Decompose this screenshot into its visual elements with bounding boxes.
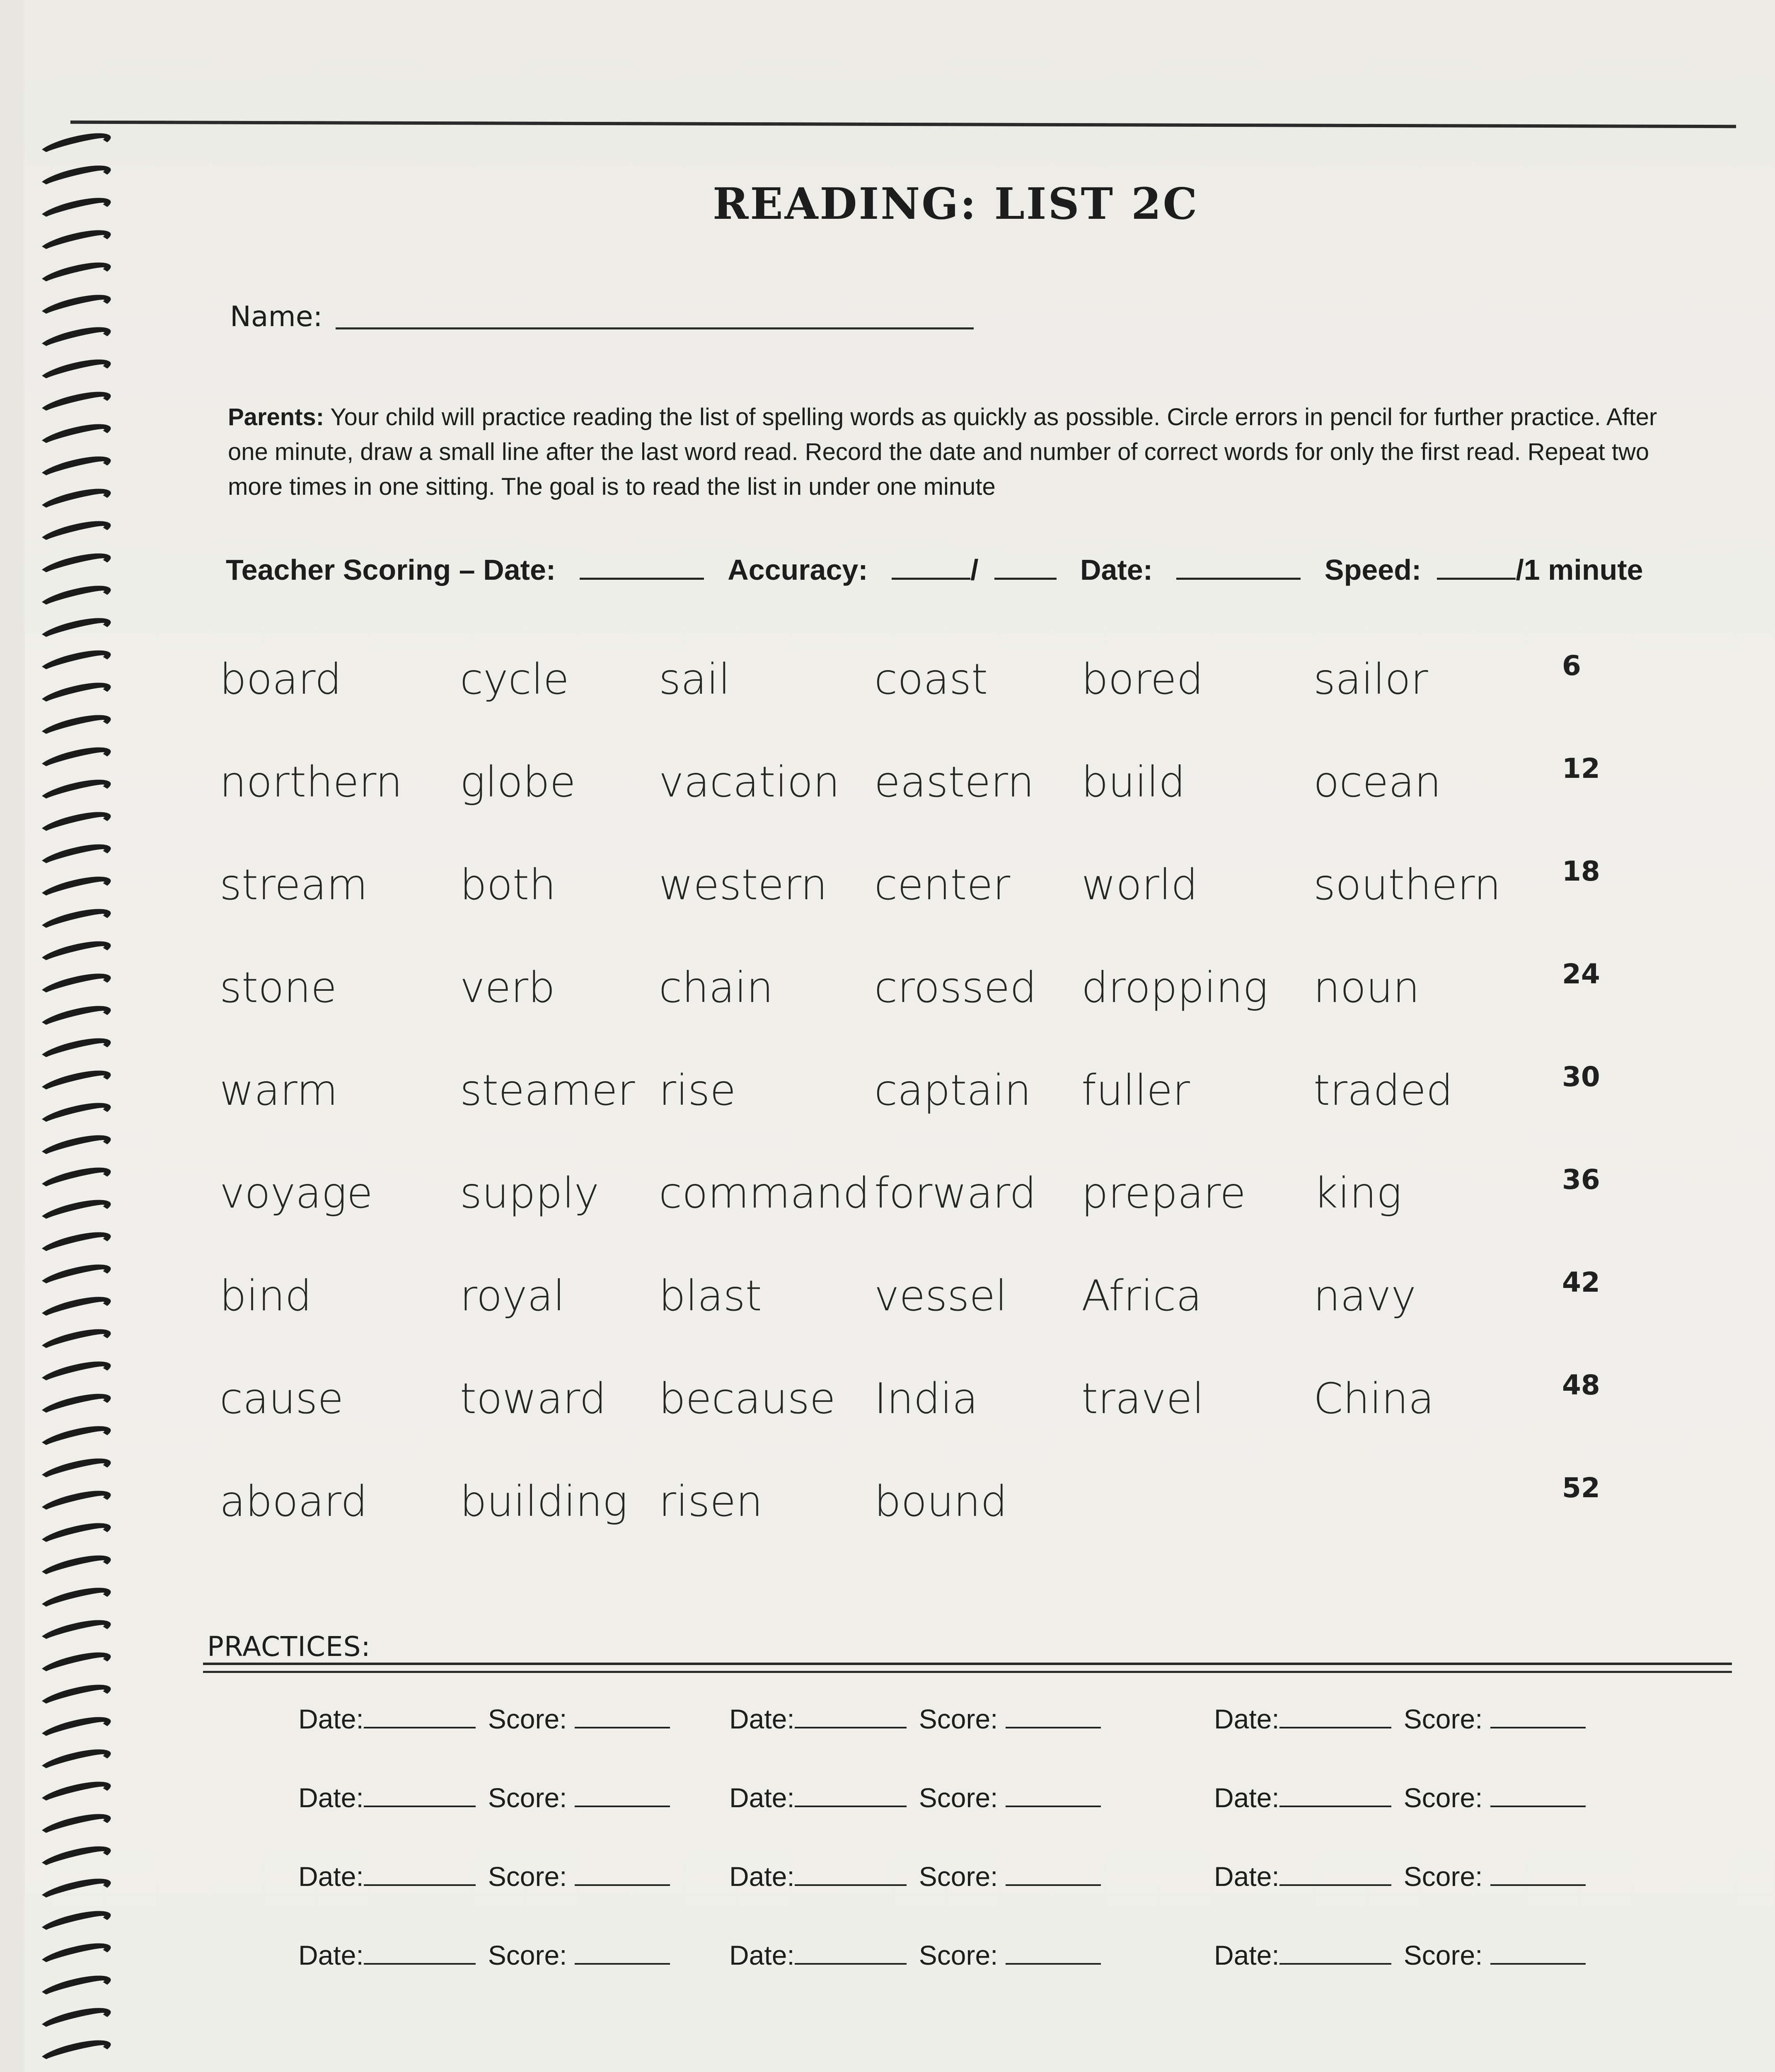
word-row (220, 650, 1645, 758)
spelling-word: coast (874, 655, 988, 704)
spelling-word: build (1081, 758, 1185, 807)
practice-date-blank (795, 1802, 907, 1807)
spiral-coil (36, 1615, 113, 1651)
spiral-coil (36, 742, 113, 778)
spiral-coil (36, 516, 113, 552)
speed-date-blank (1176, 574, 1301, 580)
practice-date-label: Date: (298, 1940, 364, 1970)
practice-date-label: Date: (1214, 1782, 1279, 1813)
spelling-word: vessel (874, 1271, 1007, 1321)
name-field-line (336, 327, 974, 329)
practice-score-blank (1490, 1802, 1586, 1807)
spelling-word: northern (220, 758, 403, 807)
practice-entry (729, 1703, 1101, 1735)
practice-entry (1214, 1703, 1586, 1735)
spiral-binding (25, 137, 120, 2072)
spiral-coil (36, 1647, 113, 1683)
spiral-coil (36, 1227, 113, 1263)
spiral-coil (36, 1841, 113, 1877)
practice-date-label: Date: (729, 1704, 795, 1734)
spelling-word: chain (659, 963, 774, 1012)
practice-score-blank (1490, 1960, 1586, 1965)
spiral-coil (36, 419, 113, 455)
practice-date-label: Date: (729, 1782, 795, 1813)
word-row (220, 1061, 1645, 1169)
practice-date-blank (364, 1881, 476, 1886)
practice-score-blank (575, 1723, 670, 1728)
accuracy-label: Accuracy: (728, 554, 868, 586)
spelling-word: China (1313, 1374, 1434, 1423)
spelling-word: captain (874, 1066, 1031, 1115)
spiral-coil (36, 1874, 113, 1909)
practice-score-blank (1006, 1802, 1101, 1807)
running-word-count: 36 (1562, 1164, 1600, 1196)
spiral-coil (36, 936, 113, 972)
spelling-word: vacation (659, 758, 840, 807)
spiral-coil (36, 1098, 113, 1133)
practice-score-label: Score: (919, 1704, 998, 1734)
spiral-coil (36, 451, 113, 487)
spelling-word: ocean (1313, 758, 1441, 807)
spiral-coil (36, 1001, 113, 1036)
practice-score-blank (1006, 1960, 1101, 1965)
practice-date-blank (795, 1881, 907, 1886)
practice-entry (729, 1782, 1101, 1813)
practice-score-blank (1006, 1723, 1101, 1728)
spiral-coil (36, 968, 113, 1004)
practice-date-blank (1279, 1802, 1391, 1807)
spelling-word: blast (659, 1271, 762, 1321)
spiral-coil (36, 1712, 113, 1748)
spelling-word: travel (1081, 1374, 1204, 1423)
speed (1325, 553, 1659, 586)
spiral-coil (36, 1324, 113, 1360)
practice-date-label: Date: (729, 1861, 795, 1892)
practice-score-label: Score: (488, 1861, 567, 1892)
practice-log (298, 1703, 1666, 2018)
practice-score-blank (575, 1960, 670, 1965)
practice-date-label: Date: (298, 1704, 364, 1734)
practice-entry (298, 1861, 670, 1892)
practice-row (298, 1939, 1666, 2018)
practice-score-blank (575, 1802, 670, 1807)
spiral-coil (36, 839, 113, 875)
spiral-coil (36, 1162, 113, 1198)
speed-blank (1437, 574, 1516, 580)
practice-score-label: Score: (1403, 1704, 1483, 1734)
practice-score-label: Score: (919, 1940, 998, 1970)
practice-entry (729, 1861, 1101, 1892)
spiral-coil (36, 1292, 113, 1327)
name-field-label: Name: (230, 300, 323, 333)
spiral-coil (36, 871, 113, 907)
spiral-coil (36, 775, 113, 810)
practice-date-label: Date: (1214, 1861, 1279, 1892)
spelling-word: cycle (460, 655, 569, 704)
spiral-coil (36, 904, 113, 939)
spelling-word: stone (220, 963, 337, 1012)
practice-score-blank (1490, 1723, 1586, 1728)
spelling-word: command (659, 1169, 870, 1218)
accuracy-correct-blank (892, 574, 970, 580)
speed-label: Speed: (1324, 554, 1422, 586)
spiral-coil (36, 1486, 113, 1521)
word-row (220, 753, 1645, 860)
speed-date (1080, 553, 1301, 586)
spelling-word: southern (1313, 860, 1501, 910)
spiral-coil (36, 128, 113, 164)
spiral-coil (36, 1453, 113, 1489)
word-row (220, 1472, 1645, 1580)
practice-score-label: Score: (488, 1782, 567, 1813)
practice-score-label: Score: (1403, 1782, 1483, 1813)
speed-date-label: Date: (1080, 554, 1153, 586)
practice-score-label: Score: (1403, 1861, 1483, 1892)
spiral-coil (36, 1259, 113, 1295)
spiral-coil (36, 1680, 113, 1715)
spelling-word: building (460, 1477, 628, 1526)
spelling-word: center (874, 860, 1011, 910)
speed-suffix: /1 minute (1516, 554, 1643, 586)
spelling-word: bored (1081, 655, 1204, 704)
practice-score-blank (575, 1881, 670, 1886)
spelling-word: bind (220, 1271, 312, 1321)
practice-entry (298, 1703, 670, 1735)
top-border-rule (70, 121, 1736, 128)
spelling-word: forward (874, 1169, 1037, 1218)
spelling-word: western (659, 860, 827, 910)
spiral-coil (36, 193, 113, 228)
spiral-coil (36, 1809, 113, 1844)
practice-score-blank (1490, 1881, 1586, 1886)
practice-date-blank (795, 1723, 907, 1728)
word-row (220, 958, 1645, 1066)
spiral-coil (36, 1938, 113, 1974)
spiral-coil (36, 548, 113, 584)
spiral-coil (36, 2003, 113, 2038)
practice-date-blank (364, 1960, 476, 1965)
worksheet-page (25, 0, 1775, 2072)
spelling-word: India (874, 1374, 978, 1423)
practice-date-blank (1279, 1960, 1391, 1965)
word-row (220, 1164, 1645, 1271)
spelling-word: world (1081, 860, 1198, 910)
practice-date-blank (1279, 1723, 1391, 1728)
running-word-count: 52 (1562, 1472, 1600, 1504)
spiral-coil (36, 1744, 113, 1780)
spiral-coil (36, 678, 113, 713)
spelling-word: prepare (1081, 1169, 1246, 1218)
practice-score-label: Score: (1403, 1940, 1483, 1970)
spelling-word: toward (460, 1374, 607, 1423)
practice-date-label: Date: (1214, 1704, 1279, 1734)
practice-date-blank (795, 1960, 907, 1965)
spelling-word: king (1313, 1169, 1402, 1218)
spelling-word: navy (1313, 1271, 1416, 1321)
spiral-coil (36, 807, 113, 842)
word-list (220, 650, 1645, 1580)
parent-instructions (228, 400, 1670, 504)
practice-date-label: Date: (298, 1782, 364, 1813)
spelling-word: board (220, 655, 342, 704)
practice-entry (1214, 1939, 1586, 1971)
practices-rule (203, 1663, 1732, 1665)
practice-entry (298, 1782, 670, 1813)
spelling-word: bound (874, 1477, 1008, 1526)
spiral-coil (36, 1421, 113, 1457)
spelling-word: warm (220, 1066, 338, 1115)
spelling-word: rise (659, 1066, 736, 1115)
practice-entry (1214, 1782, 1586, 1813)
spiral-coil (36, 1033, 113, 1069)
spelling-word: traded (1313, 1066, 1453, 1115)
spiral-coil (36, 1583, 113, 1618)
spiral-coil (36, 1777, 113, 1812)
practice-row (298, 1861, 1666, 1939)
spiral-coil (36, 387, 113, 422)
spiral-coil (36, 354, 113, 390)
practice-score-label: Score: (919, 1861, 998, 1892)
practice-score-label: Score: (488, 1940, 567, 1970)
word-row (220, 855, 1645, 963)
spiral-coil (36, 225, 113, 261)
spelling-word: noun (1313, 963, 1420, 1012)
practice-entry (729, 1939, 1101, 1971)
spiral-coil (36, 1518, 113, 1554)
spiral-coil (36, 1130, 113, 1166)
teacher-date-blank (580, 574, 704, 580)
spelling-word: eastern (874, 758, 1034, 807)
accuracy-total-blank (994, 574, 1057, 580)
practice-entry (1214, 1861, 1586, 1892)
spiral-coil (36, 1550, 113, 1586)
practice-date-blank (364, 1723, 476, 1728)
running-word-count: 18 (1562, 855, 1600, 887)
spelling-word: fuller (1081, 1066, 1190, 1115)
spiral-coil (36, 613, 113, 649)
practice-date-blank (1279, 1881, 1391, 1886)
practices-rule-double (203, 1671, 1732, 1673)
spelling-word: crossed (874, 963, 1037, 1012)
parents-text: Your child will practice reading the list of spelling words as quickly as possible. Circle errors in pencil for further practice. After one minute, draw a small line after the last word read. Record the date and number of correct words for only the first read. Repeat two more times in one sitting. The goal is to read the list in under one minute (228, 404, 1657, 500)
spiral-coil (36, 1195, 113, 1230)
running-word-count: 42 (1562, 1266, 1600, 1298)
practice-score-label: Score: (919, 1782, 998, 1813)
teacher-date (226, 553, 704, 586)
running-word-count: 24 (1562, 958, 1600, 990)
practices-label: PRACTICES: (207, 1631, 371, 1663)
running-word-count: 12 (1562, 753, 1600, 784)
word-row (220, 1266, 1645, 1374)
spelling-word: sailor (1313, 655, 1428, 704)
spiral-coil (36, 1970, 113, 2006)
spiral-coil (36, 2035, 113, 2071)
running-word-count: 48 (1562, 1369, 1600, 1401)
practice-date-label: Date: (298, 1861, 364, 1892)
spiral-coil (36, 160, 113, 196)
spiral-coil (36, 1356, 113, 1392)
spelling-word: dropping (1081, 963, 1268, 1012)
spelling-word: supply (460, 1169, 599, 1218)
spelling-word: risen (659, 1477, 763, 1526)
accuracy-separator: / (970, 554, 979, 586)
practice-row (298, 1782, 1666, 1861)
spiral-coil (36, 1906, 113, 1941)
spiral-coil (36, 484, 113, 519)
parents-lead: Parents: (228, 404, 324, 431)
spiral-coil (36, 322, 113, 358)
spelling-word: because (659, 1374, 836, 1423)
spiral-coil (36, 581, 113, 616)
running-word-count: 30 (1562, 1061, 1600, 1093)
spiral-coil (36, 1389, 113, 1424)
spelling-word: Africa (1081, 1271, 1202, 1321)
spelling-word: cause (220, 1374, 344, 1423)
practice-entry (298, 1939, 670, 1971)
spiral-coil (36, 290, 113, 325)
page-title: READING: LIST 2C (713, 178, 1199, 229)
teacher-scoring-row (226, 553, 1693, 586)
spelling-word: steamer (460, 1066, 635, 1115)
spiral-coil (36, 1065, 113, 1101)
practice-date-label: Date: (729, 1940, 795, 1970)
practice-date-label: Date: (1214, 1940, 1279, 1970)
spelling-word: sail (659, 655, 730, 704)
spiral-coil (36, 257, 113, 293)
practice-row (298, 1703, 1666, 1782)
spelling-word: aboard (220, 1477, 368, 1526)
teacher-date-label: Teacher Scoring – Date: (226, 554, 556, 586)
spiral-coil (36, 2067, 113, 2072)
spelling-word: globe (460, 758, 576, 807)
spelling-word: both (460, 860, 556, 910)
spelling-word: royal (460, 1271, 565, 1321)
practice-date-blank (364, 1802, 476, 1807)
spiral-coil (36, 645, 113, 681)
practice-score-label: Score: (488, 1704, 567, 1734)
word-row (220, 1369, 1645, 1477)
practice-score-blank (1006, 1881, 1101, 1886)
running-word-count: 6 (1562, 650, 1581, 682)
accuracy (728, 553, 1056, 586)
spelling-word: stream (220, 860, 368, 910)
spelling-word: verb (460, 963, 555, 1012)
spelling-word: voyage (220, 1169, 373, 1218)
spiral-coil (36, 710, 113, 746)
